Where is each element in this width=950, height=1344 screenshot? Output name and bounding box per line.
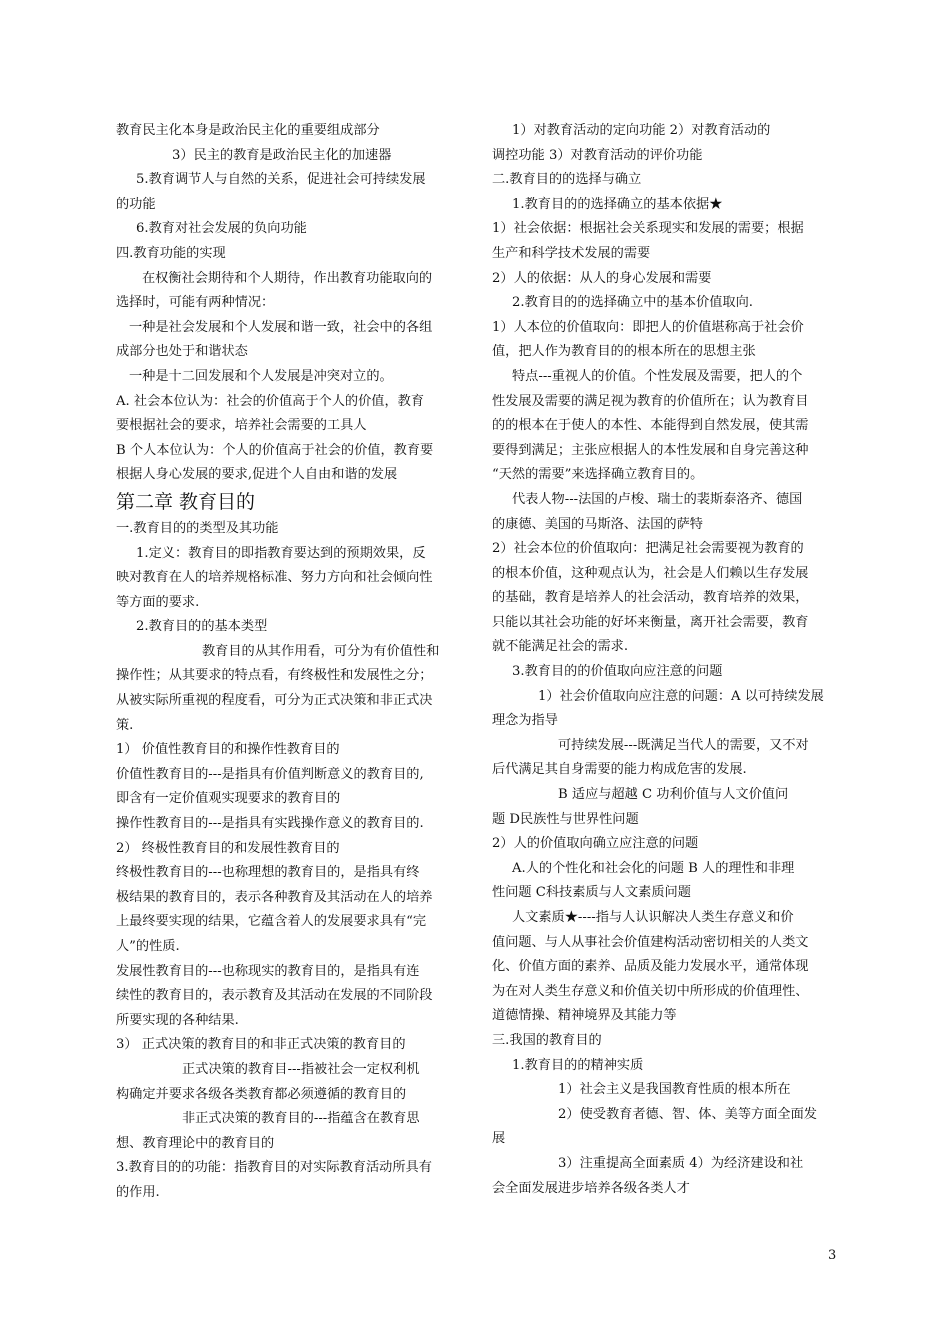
text-line: 即含有一定价值观实现要求的教育目的 — [116, 791, 341, 807]
text-line: 选择时，可能有两种情况： — [116, 295, 275, 311]
text-line: 成部分也处于和谐状态 — [116, 344, 248, 360]
text-line: A.人的个性化和社会化的问题 B 人的理性和非理 — [512, 860, 795, 876]
text-line: 一种是社会发展和个人发展和谐一致，社会中的各组 — [129, 319, 433, 335]
text-line: 续性的教育目的，表示教育及其活动在发展的不同阶段 — [116, 988, 433, 1004]
text-line: 2）社会本位的价值取向：把满足社会需要视为教育的 — [492, 541, 804, 557]
text-line: 根据人身心发展的要求,促进个人自由和谐的发展 — [116, 467, 398, 483]
text-line: 性问题 C科技素质与人文素质问题 — [492, 885, 691, 901]
text-line: 人”的性质. — [116, 939, 180, 954]
text-line: 1）人本位的价值取向：即把人的价值堪称高于社会价 — [492, 319, 804, 335]
text-line: 2）人的依据：从人的身心发展和需要 — [492, 270, 712, 286]
text-line: 只能以其社会功能的好坏来衡量，离开社会需要，教育 — [492, 614, 809, 630]
text-line: 的的根本在于使人的本性、本能得到自然发展，使其需 — [492, 418, 809, 434]
text-line: 要得到满足；主张应根据人的本性发展和自身完善这种 — [492, 442, 809, 458]
text-line: 6.教育对社会发展的负向功能 — [136, 221, 307, 237]
text-line: 要根据社会的要求，培养社会需要的工具人 — [116, 418, 367, 434]
text-line: 三.我国的教育目的 — [492, 1032, 602, 1048]
text-line: 特点---重视人的价值。个性发展及需要，把人的个 — [512, 368, 803, 384]
text-line: 化、价值方面的素养、品质及能力发展水平，通常体现 — [492, 959, 809, 975]
text-line: 极结果的教育目的，表示各种教育及其活动在人的培养 — [116, 889, 433, 905]
text-line: 一.教育目的的类型及其功能 — [116, 520, 279, 536]
text-line: 5.教育调节人与自然的关系，促进社会可持续发展 — [136, 172, 426, 188]
text-line: B 个人本位认为：个人的价值高于社会的价值，教育要 — [116, 442, 434, 458]
text-line: 从被实际所重视的程度看，可分为正式决策和非正式决 — [116, 693, 433, 709]
text-line: 1） 价值性教育目的和操作性教育目的 — [116, 742, 340, 758]
text-line: 题 D民族性与世界性问题 — [492, 811, 639, 827]
text-line: 人文素质★----指与人认识解决人类生存意义和价 — [512, 910, 794, 925]
text-line: 1）对教育活动的定向功能 2）对教育活动的 — [512, 123, 771, 138]
text-line: 1.教育目的的选择确立的基本依据★ — [512, 196, 723, 212]
text-line: 策. — [116, 717, 134, 733]
text-line: 正式决策的教育目---指被社会一定权利机 — [182, 1061, 420, 1077]
text-line: 1.教育目的的精神实质 — [512, 1057, 644, 1073]
text-line: 2）人的价值取向确立应注意的问题 — [492, 836, 699, 852]
text-line: 性发展及需要的满足视为教育的价值所在；认为教育目 — [492, 393, 809, 409]
chapter-heading: 第二章 教育目的 — [116, 490, 256, 513]
text-line: 构确定并要求各级各类教育都必须遵循的教育目的 — [116, 1086, 407, 1102]
text-line: 代表人物---法国的卢梭、瑞士的裴斯泰洛齐、德国 — [512, 491, 803, 507]
text-line: 等方面的要求. — [116, 594, 200, 610]
text-line: 二.教育目的的选择与确立 — [492, 172, 642, 188]
text-line: 所要实现的各种结果. — [116, 1012, 239, 1028]
text-line: 调控功能 3）对教育活动的评价功能 — [492, 147, 703, 163]
text-line: 上最终要实现的结果，它蕴含着人的发展要求具有“完 — [116, 914, 427, 930]
text-line: 想、教育理论中的教育目的 — [116, 1135, 275, 1151]
text-line: 1）社会依据：根据社会关系现实和发展的需要；根据 — [492, 221, 804, 237]
text-line: 终极性教育目的---也称理想的教育目的，是指具有终 — [116, 865, 420, 881]
text-line: 一种是十二回发展和个人发展是冲突对立的。 — [129, 368, 393, 384]
text-line: 为在对人类生存意义和价值关切中所形成的价值理性、 — [492, 983, 809, 999]
text-line: 在权衡社会期待和个人期待，作出教育功能取向的 — [142, 270, 433, 286]
text-line: 值问题、与人从事社会价值建构活动密切相关的人类文 — [492, 934, 809, 950]
text-line: 操作性教育目的---是指具有实践操作意义的教育目的. — [116, 816, 424, 832]
text-line: 2.教育目的的基本类型 — [136, 619, 268, 635]
text-line: 3.教育目的的功能：指教育目的对实际教育活动所具有 — [116, 1160, 432, 1176]
text-line: A. 社会本位认为：社会的价值高于个人的价值，教育 — [116, 393, 425, 409]
right-column — [492, 119, 840, 1201]
text-line: 展 — [492, 1131, 506, 1147]
page-number: 3 — [828, 1248, 837, 1263]
text-line: 四.教育功能的实现 — [116, 245, 226, 261]
text-line: 后代满足其自身需要的能力构成危害的发展. — [492, 762, 747, 778]
text-line: 可持续发展---既满足当代人的需要，又不对 — [558, 737, 809, 753]
text-line: 教育目的从其作用看，可分为有价值性和 — [202, 643, 440, 659]
text-line: 教育民主化本身是政治民主化的重要组成部分 — [116, 123, 380, 138]
text-line: 映对教育在人的培养规格标准、努力方向和社会倾向性 — [116, 570, 433, 586]
text-line: 3）注重提高全面素质 4）为经济建设和社 — [558, 1155, 804, 1171]
text-line: 的根本价值，这种观点认为，社会是人们赖以生存发展 — [492, 565, 809, 581]
text-line: 3）民主的教育是政治民主化的加速器 — [172, 147, 392, 163]
text-line: 1）社会价值取向应注意的问题：A 以可持续发展 — [538, 688, 824, 704]
text-line: 会全面发展进步培养各级各类人才 — [492, 1180, 690, 1196]
text-line: 2） 终极性教育目的和发展性教育目的 — [116, 840, 340, 856]
text-line: 3） 正式决策的教育目的和非正式决策的教育目的 — [116, 1037, 406, 1053]
text-line: 理念为指导 — [492, 713, 558, 729]
text-line: 2.教育目的的选择确立中的基本价值取向. — [512, 295, 753, 311]
text-line: 非正式决策的教育目的---指蕴含在教育思 — [182, 1111, 420, 1127]
left-column — [116, 119, 466, 1206]
text-line: 的康德、美国的马斯洛、法国的萨特 — [492, 516, 703, 532]
text-line: 的功能 — [116, 196, 156, 212]
text-line: 的基础，教育是培养人的社会活动，教育培养的效果， — [492, 590, 809, 606]
text-line: 发展性教育目的---也称现实的教育目的，是指具有连 — [116, 963, 420, 979]
text-line: 值，把人作为教育目的的根本所在的思想主张 — [492, 344, 756, 360]
text-line: 2）使受教育者德、智、体、美等方面全面发 — [558, 1106, 817, 1122]
text-line: 就不能满足社会的需求. — [492, 639, 629, 655]
text-line: “天然的需要”来选择确立教育目的。 — [492, 467, 704, 483]
text-line: 操作性；从其要求的特点看，有终极性和发展性之分； — [116, 668, 433, 684]
text-line: 道德情操、精神境界及其能力等 — [492, 1008, 677, 1024]
text-line: 3.教育目的的价值取向应注意的问题 — [512, 664, 723, 680]
text-line: B 适应与超越 C 功利价值与人文价值问 — [558, 787, 789, 803]
text-line: 生产和科学技术发展的需要 — [492, 245, 651, 261]
text-line: 1）社会主义是我国教育性质的根本所在 — [558, 1082, 791, 1098]
text-line: 1.定义：教育目的即指教育要达到的预期效果，反 — [136, 545, 426, 561]
text-line: 价值性教育目的---是指具有价值判断意义的教育目的, — [116, 766, 424, 782]
text-line: 的作用. — [116, 1184, 160, 1200]
